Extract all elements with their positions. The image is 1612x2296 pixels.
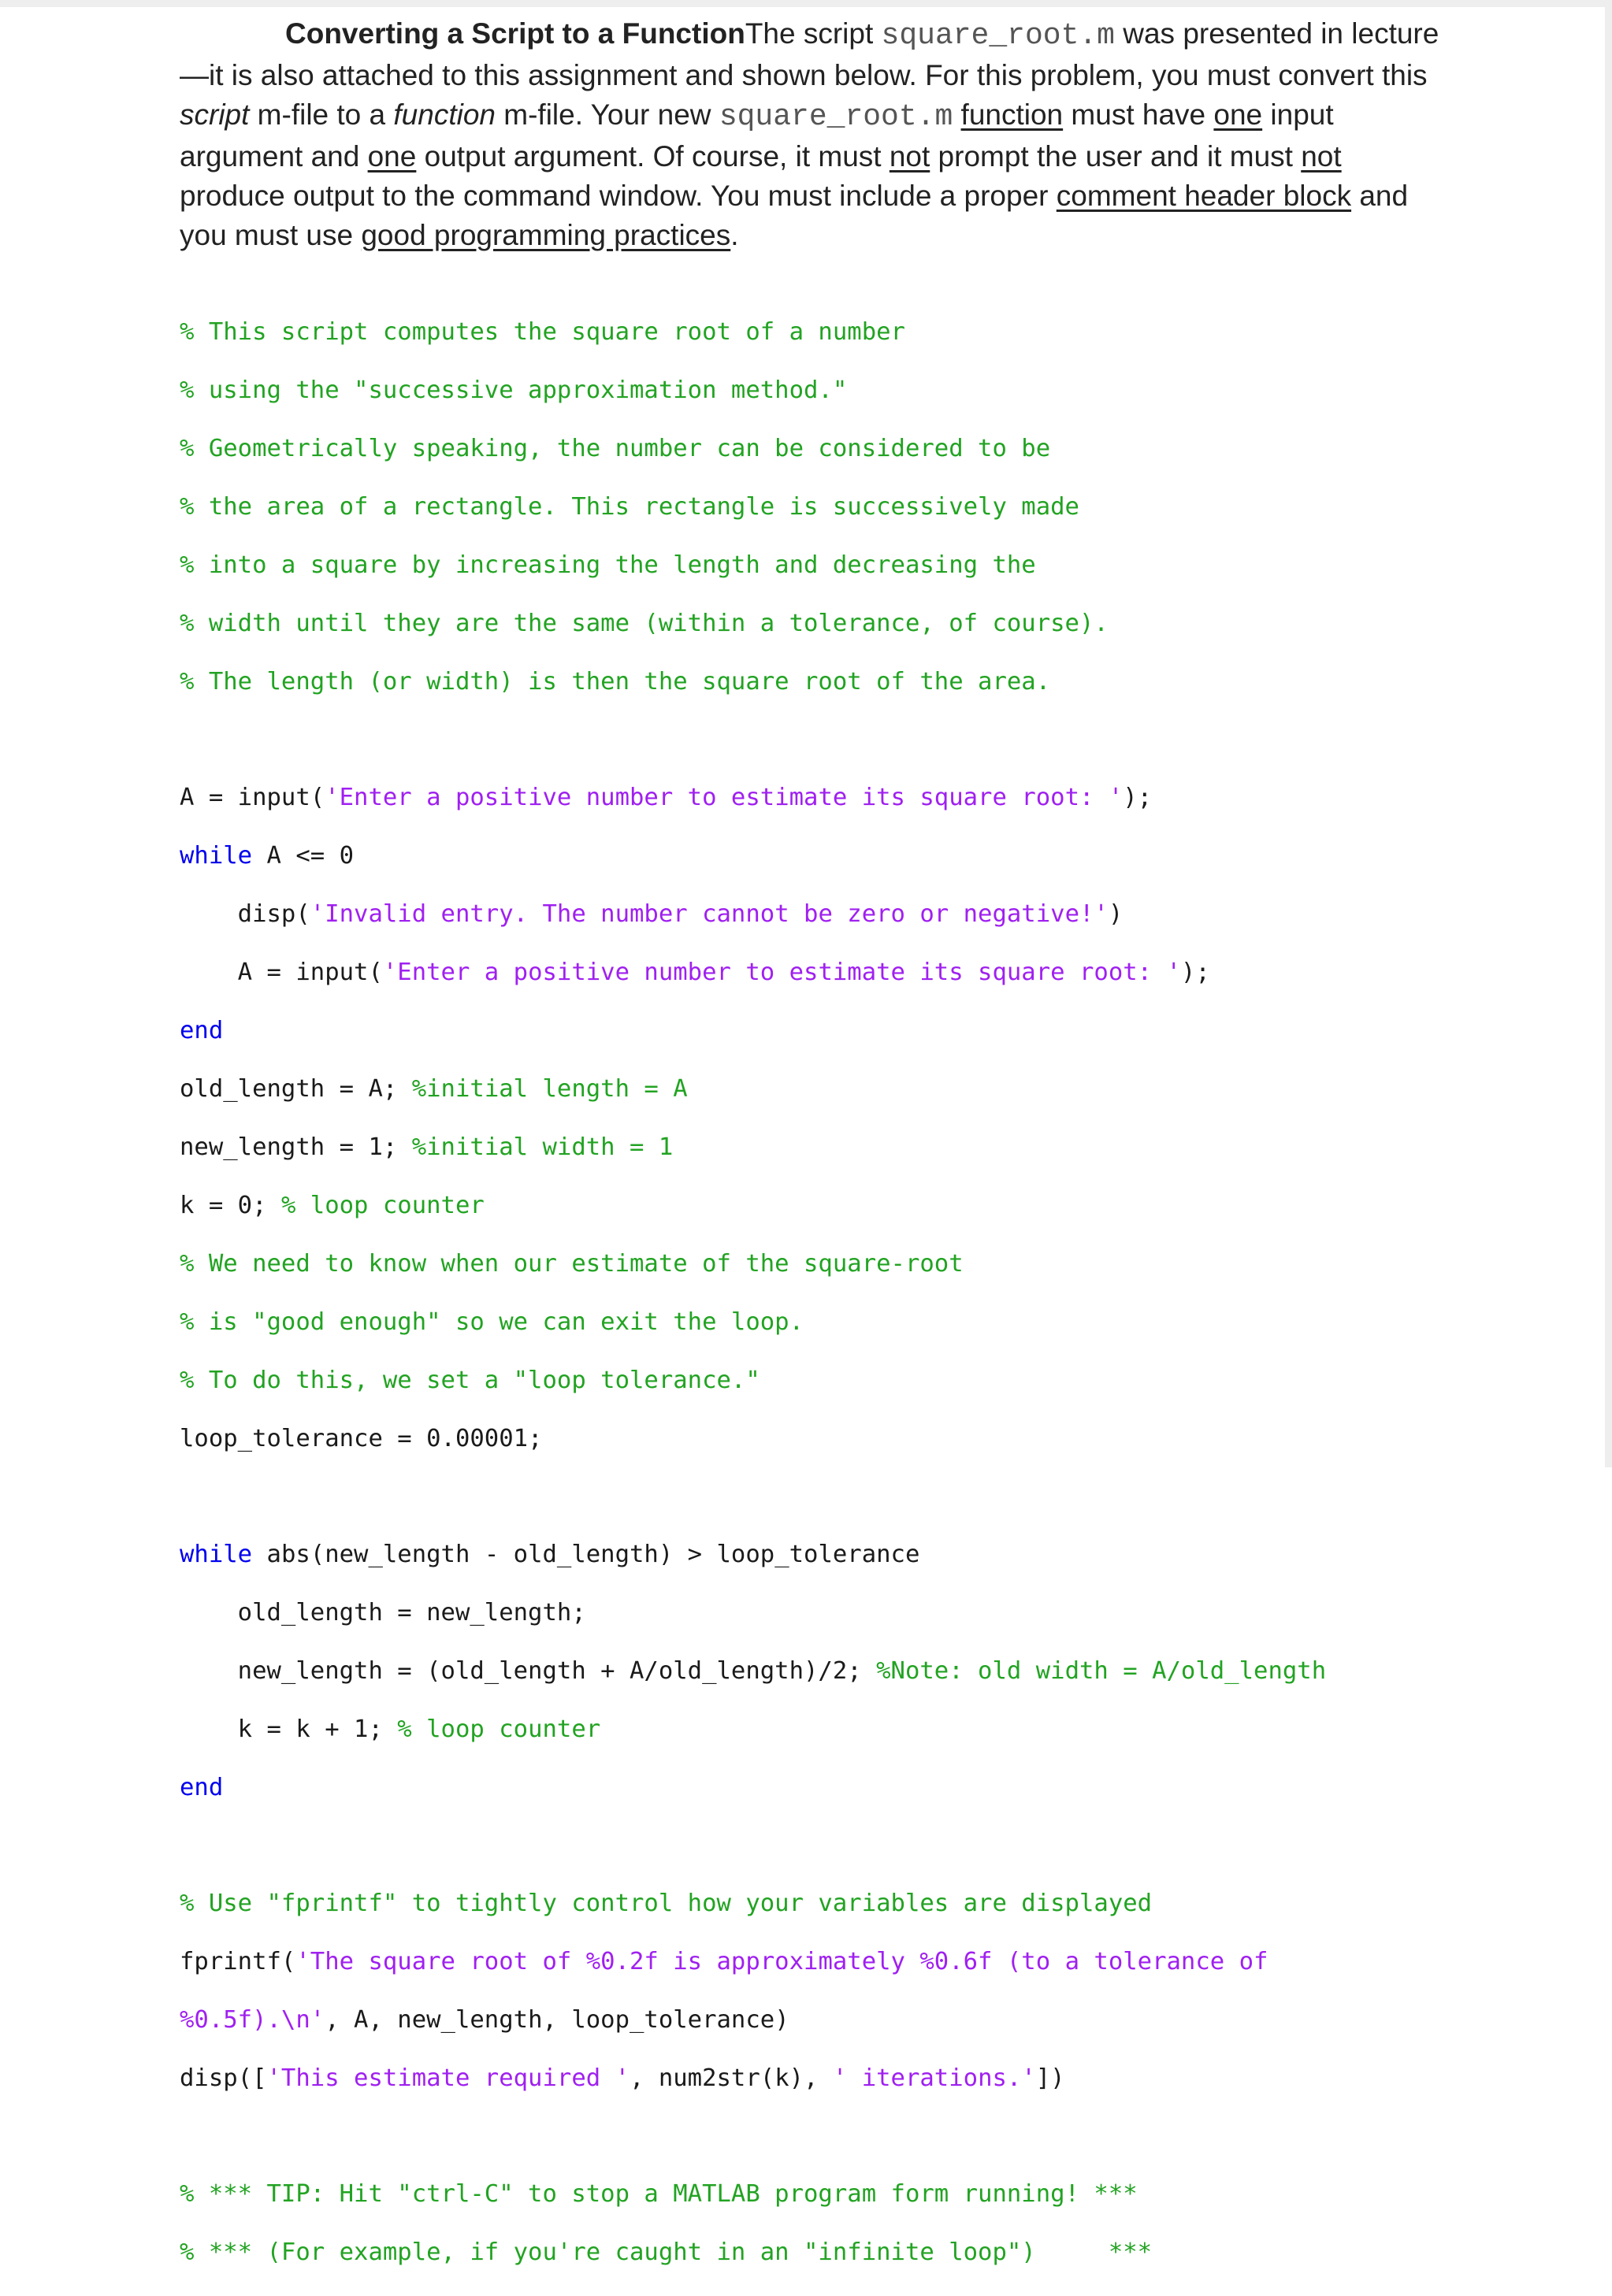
code-comment: %initial width = 1: [411, 1133, 674, 1161]
code-text: disp([: [180, 2064, 267, 2092]
code-keyword: while: [180, 1541, 253, 1568]
underlined-not-prompt: not: [889, 140, 930, 172]
code-comment: % The length (or width) is then the square root of the area.: [180, 668, 1051, 695]
code-comment: % Geometrically speaking, the number can be considered to be: [180, 435, 1051, 462]
code-text: k = k + 1;: [180, 1716, 398, 1743]
code-text: A <= 0: [252, 842, 355, 870]
code-line: [180, 2005, 1326, 2035]
code-line: [180, 609, 1326, 638]
intro-text: m-file to a: [249, 98, 394, 131]
intro-text: prompt the user and it must: [930, 140, 1302, 172]
code-line: [180, 2179, 1326, 2209]
code-line: [180, 1366, 1326, 1395]
code-line: [180, 1540, 1326, 1569]
code-text: k = 0;: [180, 1192, 281, 1219]
emphasis-script: script: [180, 98, 250, 131]
intro-text: .: [730, 219, 739, 251]
code-line: [180, 376, 1326, 405]
intro-text: and you must use: [180, 180, 1409, 251]
code-line: [180, 1773, 1326, 1802]
code-text: loop_tolerance = 0.00001;: [180, 1425, 543, 1452]
code-line: [180, 434, 1326, 463]
code-keyword: while: [180, 842, 253, 870]
matlab-code-listing: [180, 288, 1326, 2296]
code-line: [180, 1249, 1326, 1278]
code-line: [180, 492, 1326, 521]
code-string: 'Enter a positive number to estimate its square root: ': [382, 959, 1181, 986]
code-line: [180, 958, 1326, 987]
code-text: ): [1108, 900, 1124, 928]
code-comment: % We need to know when our estimate of the square-root: [180, 1250, 964, 1278]
code-text: fprintf(: [180, 1948, 296, 1975]
function-filename: square_root.m: [719, 100, 953, 134]
code-line: [180, 667, 1326, 696]
code-text: );: [1123, 784, 1153, 811]
code-blank-line: [180, 1831, 1326, 1860]
code-line: [180, 1424, 1326, 1453]
code-comment: % the area of a rectangle. This rectangle is successively made: [180, 493, 1079, 521]
code-comment: % Use "fprintf" to tightly control how your variables are displayed: [180, 1890, 1153, 1917]
intro-text: produce output to the command window. You must include a proper: [180, 180, 1057, 212]
code-line: [180, 1598, 1326, 1627]
code-text: A = input(: [180, 784, 325, 811]
code-text: new_length = 1;: [180, 1133, 412, 1161]
code-text: abs(new_length - old_length) > loop_tolerance: [252, 1541, 920, 1568]
code-comment: % loop counter: [397, 1716, 601, 1743]
code-text: );: [1180, 959, 1210, 986]
code-comment: %Note: old width = A/old_length: [876, 1657, 1327, 1685]
code-keyword: end: [180, 1774, 224, 1801]
code-line: [180, 1074, 1326, 1103]
code-line: [180, 2064, 1326, 2093]
underlined-one-input: one: [1213, 98, 1263, 131]
code-comment: % is "good enough" so we can exit the loop.: [180, 1308, 804, 1336]
intro-text: m-file. Your new: [496, 98, 719, 131]
problem-description: [180, 14, 1448, 255]
problem-title: Converting a Script to a Function: [285, 17, 745, 50]
code-text: old_length = new_length;: [180, 1599, 586, 1626]
code-text: A = input(: [180, 959, 383, 986]
code-blank-line: [180, 2122, 1326, 2150]
code-comment: %initial length = A: [411, 1075, 688, 1103]
code-comment: % using the "successive approximation method.": [180, 376, 848, 404]
code-line: [180, 841, 1326, 870]
underlined-not-output: not: [1301, 140, 1342, 172]
code-comment: % width until they are the same (within a tolerance, of course).: [180, 610, 1109, 637]
code-text: , A, new_length, loop_tolerance): [325, 2006, 789, 2034]
code-string: 'This estimate required ': [266, 2064, 630, 2092]
underlined-one-output: one: [367, 140, 417, 172]
code-blank-line: [180, 725, 1326, 754]
intro-text: output argument. Of course, it must: [416, 140, 890, 172]
top-margin-strip: [0, 0, 1612, 7]
code-comment: % *** (For example, if you're caught in an "infinite loop") ***: [180, 2239, 1153, 2266]
code-comment: % loop counter: [280, 1192, 485, 1219]
code-string: 'Enter a positive number to estimate its square root: ': [325, 784, 1124, 811]
code-text: new_length = (old_length + A/old_length)/2;: [180, 1657, 877, 1685]
underlined-good-practices: good programming practices: [361, 219, 731, 251]
code-text: ]): [1035, 2064, 1065, 2092]
code-line: [180, 1889, 1326, 1918]
code-line: [180, 1133, 1326, 1162]
code-comment: % This script computes the square root of a number: [180, 318, 905, 346]
underlined-comment-header: comment header block: [1056, 180, 1352, 212]
code-text: old_length = A;: [180, 1075, 412, 1103]
code-line: [180, 1656, 1326, 1686]
intro-text: The script: [745, 17, 882, 50]
code-string: 'The square root of %0.2f is approximately %0.6f (to a tolerance of: [295, 1948, 1268, 1975]
code-comment: % To do this, we set a "loop tolerance.": [180, 1367, 760, 1394]
code-line: [180, 551, 1326, 580]
script-filename: square_root.m: [881, 19, 1115, 53]
code-line: [180, 1016, 1326, 1045]
code-keyword: end: [180, 1017, 224, 1044]
code-line: [180, 783, 1326, 812]
intro-text: must have: [1063, 98, 1214, 131]
right-margin-strip: [1605, 0, 1612, 1467]
code-line: [180, 317, 1326, 347]
code-blank-line: [180, 1482, 1326, 1511]
code-string: %0.5f).\n': [180, 2006, 325, 2034]
intro-text: input argument and: [180, 98, 1334, 172]
code-string: ' iterations.': [832, 2064, 1036, 2092]
code-line: [180, 1947, 1326, 1976]
intro-text: [953, 98, 960, 131]
code-line: [180, 1715, 1326, 1744]
code-text: disp(: [180, 900, 310, 928]
code-text: , num2str(k),: [630, 2064, 833, 2092]
code-comment: % into a square by increasing the length and decreasing the: [180, 551, 1036, 579]
underlined-function: function: [960, 98, 1064, 131]
code-comment: % *** TIP: Hit "ctrl-C" to stop a MATLAB program form running! ***: [180, 2180, 1138, 2208]
intro-text: was presented in lecture—it is also attached to this assignment and shown below. For this problem, you must convert this: [180, 17, 1439, 91]
code-string: 'Invalid entry. The number cannot be zero or negative!': [310, 900, 1109, 928]
emphasis-function: function: [393, 98, 496, 131]
code-line: [180, 1307, 1326, 1337]
code-line: [180, 899, 1326, 929]
code-line: [180, 2238, 1326, 2267]
code-line: [180, 1191, 1326, 1220]
